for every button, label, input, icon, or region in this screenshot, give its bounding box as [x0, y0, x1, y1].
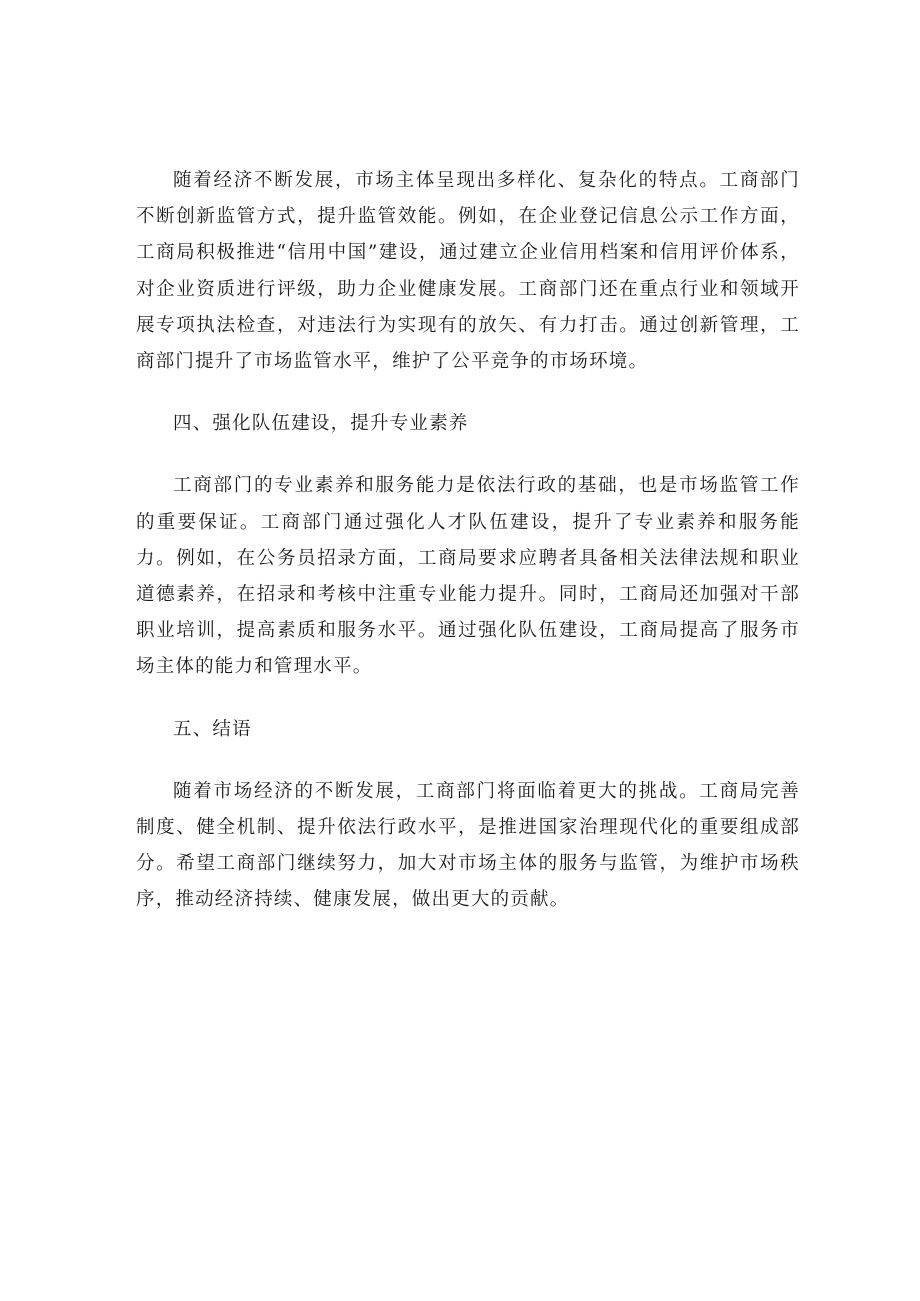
- paragraph-gap: [136, 686, 800, 712]
- paragraph-gap: [136, 748, 800, 774]
- paragraph-conclusion: 随着市场经济的不断发展，工商部门将面临着更大的挑战。工商局完善制度、健全机制、提升依法行政水平，是推进国家治理现代化的重要组成部分。希望工商部门继续努力，加大对市场主体的服务与监管，为维护市场秩序，推动经济持续、健康发展，做出更大的贡献。: [136, 780, 800, 911]
- section-heading-5: 五、结语: [173, 718, 252, 740]
- document-body: [136, 163, 800, 919]
- section-heading-4: 四、强化队伍建设，提升专业素养: [173, 413, 469, 435]
- paragraph-gap: [136, 442, 800, 468]
- paragraph-innovation: 随着经济不断发展，市场主体呈现出多样化、复杂化的特点。工商部门不断创新监管方式，提升监管效能。例如，在企业登记信息公示工作方面，工商局积极推进“信用中国”建设，通过建立企业信用档案和信用评价体系，对企业资质进行评级，助力企业健康发展。工商部门还在重点行业和领域开展专项执法检查，对违法行为实现有的放矢、有力打击。通过创新管理，工商部门提升了市场监管水平，维护了公平竞争的市场环境。: [136, 170, 800, 373]
- paragraph-gap: [136, 380, 800, 406]
- paragraph-team-building: 工商部门的专业素养和服务能力是依法行政的基础，也是市场监管工作的重要保证。工商部门通过强化人才队伍建设，提升了专业素养和服务能力。例如，在公务员招录方面，工商局要求应聘者具备相关法律法规和职业道德素养，在招录和考核中注重专业能力提升。同时，工商局还加强对干部职业培训，提高素质和服务水平。通过强化队伍建设，工商局提高了服务市场主体的能力和管理水平。: [136, 475, 800, 678]
